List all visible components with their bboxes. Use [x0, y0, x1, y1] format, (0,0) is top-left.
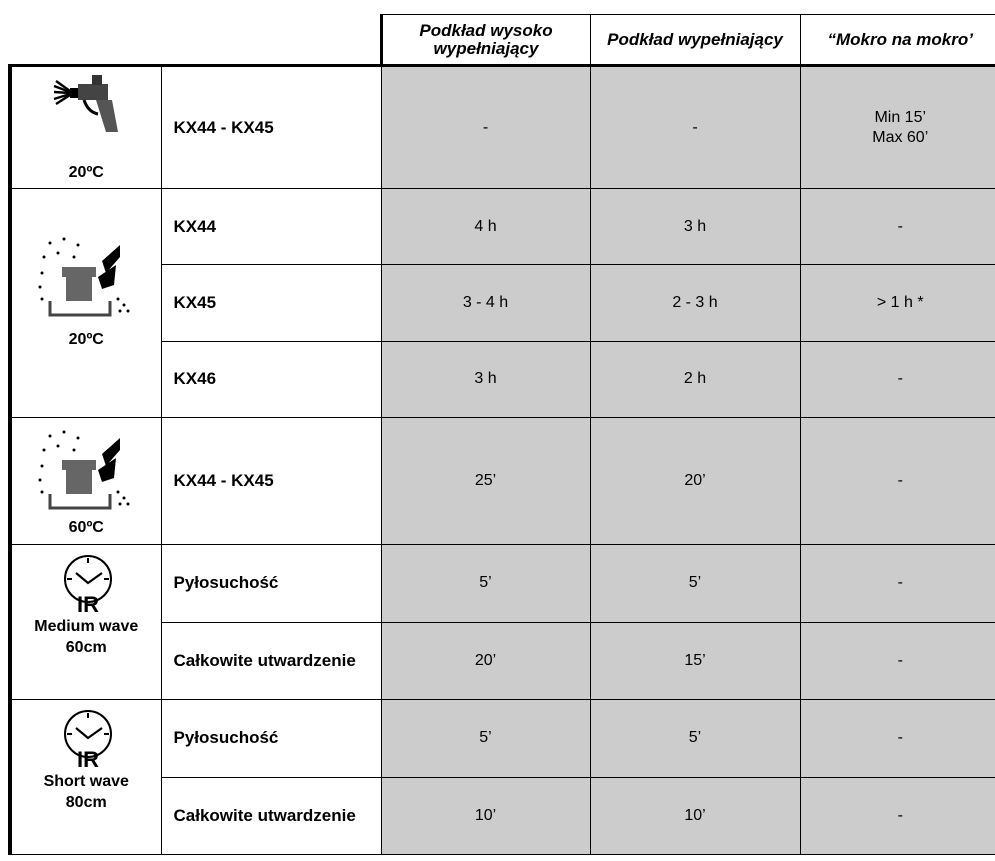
table-cell: 3 - 4 h [381, 265, 590, 341]
ir-distance-label: 80cm [65, 794, 107, 811]
temperature-label: 60ºC [68, 519, 104, 536]
table-cell: 25’ [381, 418, 590, 545]
table-cell: Min 15’ Max 60’ [800, 66, 995, 189]
temperature-label: 20ºC [68, 331, 104, 348]
table-cell: 10’ [381, 777, 590, 855]
row-label: KX44 [161, 189, 381, 265]
header-row [10, 15, 995, 66]
column-header: Podkład wypełniający [590, 15, 800, 66]
table-cell: - [800, 777, 995, 855]
infrared-clock-icon [60, 706, 116, 770]
group-spray [10, 66, 161, 189]
table-cell: - [800, 341, 995, 417]
spray-gun-icon [52, 72, 122, 136]
row-label: Pyłosuchość [161, 545, 381, 623]
table-cell: - [800, 189, 995, 265]
table-cell: 20’ [381, 622, 590, 700]
group-oven-20 [10, 189, 161, 418]
column-header: “Mokro na mokro’ [800, 15, 995, 66]
table-row [10, 66, 995, 189]
row-label: KX45 [161, 265, 381, 341]
drying-times-table [8, 14, 995, 855]
table-cell: 3 h [590, 189, 800, 265]
row-label: KX44 - KX45 [161, 66, 381, 189]
table-cell: 4 h [381, 189, 590, 265]
table-row [10, 418, 995, 545]
svg-text:IR: IR [77, 747, 99, 770]
table-cell: 5’ [590, 545, 800, 623]
row-label: Całkowite utwardzenie [161, 777, 381, 855]
table-cell: - [590, 66, 800, 189]
header-corner [10, 15, 381, 66]
table-cell: - [800, 418, 995, 545]
table-cell: 5’ [590, 700, 800, 778]
drying-oven-icon [36, 237, 136, 327]
row-label: KX46 [161, 341, 381, 417]
table-row [10, 700, 995, 778]
table-cell: 20’ [590, 418, 800, 545]
table-cell: 10’ [590, 777, 800, 855]
table-row [10, 545, 995, 623]
group-oven-60 [10, 418, 161, 545]
table-cell: - [800, 622, 995, 700]
column-header: Podkład wysoko wypełniający [381, 15, 590, 66]
ir-wave-label: Short wave [43, 773, 129, 790]
table-cell: - [800, 700, 995, 778]
drying-oven-icon [36, 430, 136, 520]
ir-wave-label: Medium wave [34, 618, 139, 635]
group-ir-medium [10, 545, 161, 700]
table-cell: 3 h [381, 341, 590, 417]
table-cell: 15’ [590, 622, 800, 700]
row-label: Całkowite utwardzenie [161, 622, 381, 700]
ir-distance-label: 60cm [65, 639, 107, 656]
svg-text:IR: IR [77, 592, 99, 615]
table-cell: > 1 h * [800, 265, 995, 341]
table-cell: 5’ [381, 700, 590, 778]
group-ir-short [10, 700, 161, 855]
table-cell: - [800, 545, 995, 623]
table-cell: 2 - 3 h [590, 265, 800, 341]
temperature-label: 20ºC [68, 164, 104, 181]
infrared-clock-icon [60, 551, 116, 615]
row-label: Pyłosuchość [161, 700, 381, 778]
table-cell: 5’ [381, 545, 590, 623]
table-cell: - [381, 66, 590, 189]
row-label: KX44 - KX45 [161, 418, 381, 545]
table-cell: 2 h [590, 341, 800, 417]
table-row [10, 189, 995, 265]
